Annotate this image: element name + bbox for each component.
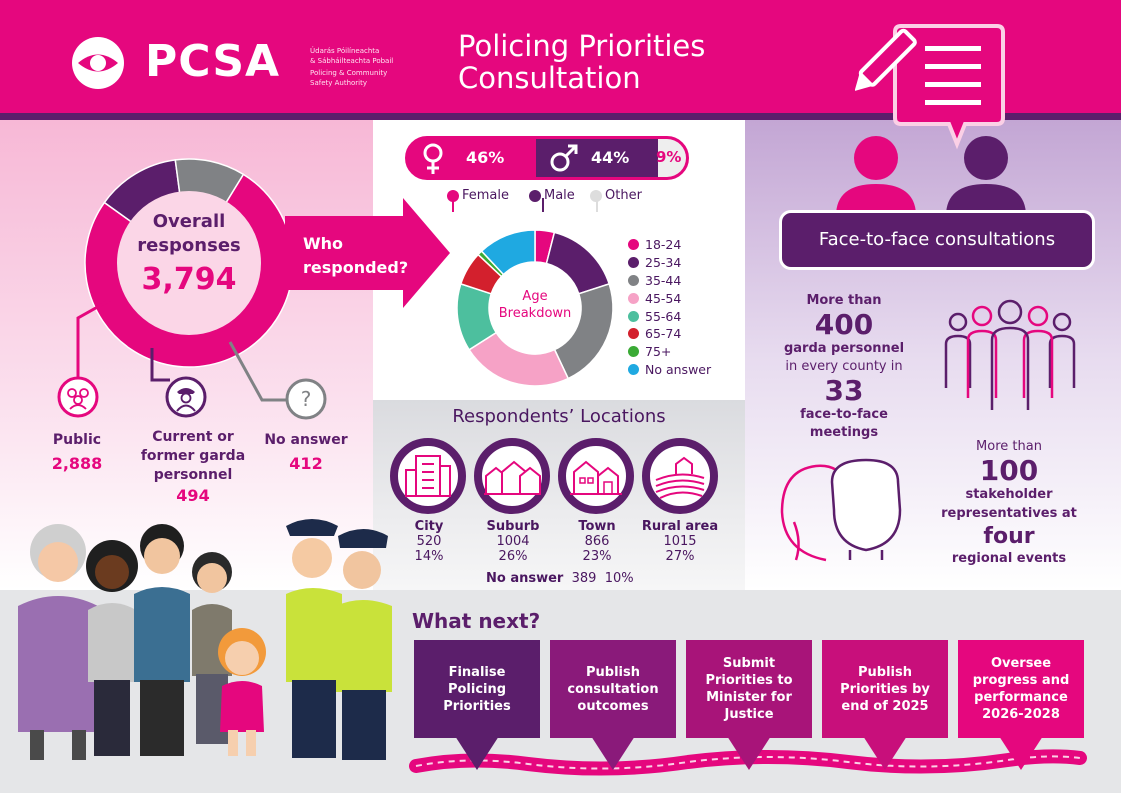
step-pointer bbox=[727, 736, 771, 770]
logo-wordmark: PCSA bbox=[145, 36, 281, 87]
male-legend-dot bbox=[529, 190, 541, 202]
garda-personnel-icon bbox=[165, 376, 207, 418]
age-legend bbox=[628, 236, 711, 378]
age-legend-item: 75+ bbox=[628, 343, 711, 361]
other-percentage: 9% bbox=[656, 148, 682, 166]
garda-personnel-stat: More than 400 garda personnel in every county in 33 face-to-face meetings bbox=[783, 293, 905, 440]
age-legend-item: 35-44 bbox=[628, 272, 711, 290]
step-publish-priorities: Publish Priorities by end of 2025 bbox=[822, 640, 948, 738]
consultation-document-icon bbox=[855, 22, 1015, 150]
group-of-people-icon bbox=[942, 298, 1078, 418]
face-to-face-title: Face-to-face consultations bbox=[779, 210, 1095, 270]
age-legend-item: 65-74 bbox=[628, 325, 711, 343]
other-legend-label: Other bbox=[605, 188, 642, 203]
suburb-stats: Suburb 1004 26% bbox=[486, 519, 540, 564]
female-legend-dot bbox=[447, 190, 459, 202]
female-legend-label: Female bbox=[462, 188, 510, 203]
garda-personnel-value: 494 bbox=[176, 486, 210, 505]
rural-icon bbox=[650, 446, 710, 506]
male-legend-label: Male bbox=[544, 188, 575, 203]
logo-subtitle-english: Policing & Community Safety Authority bbox=[310, 69, 388, 87]
gender-bar bbox=[405, 136, 689, 180]
suburb-icon bbox=[482, 446, 542, 506]
who-responded-label: Who responded? bbox=[303, 234, 409, 277]
step-submit-to-minister: Submit Priorities to Minister for Justice bbox=[686, 640, 812, 738]
age-legend-item: 25-34 bbox=[628, 254, 711, 272]
people-illustration bbox=[8, 512, 408, 768]
two-faces-icon bbox=[776, 452, 916, 562]
step-pointer bbox=[591, 736, 635, 770]
step-pointer bbox=[863, 736, 907, 770]
two-people-icon bbox=[826, 136, 1036, 216]
age-legend-dot bbox=[628, 257, 639, 268]
city-icon bbox=[398, 446, 458, 506]
locations-title: Respondents’ Locations bbox=[452, 406, 666, 427]
garda-personnel-label: Current or former garda personnel bbox=[140, 429, 246, 483]
age-legend-dot bbox=[628, 328, 639, 339]
male-symbol-icon bbox=[548, 142, 580, 174]
no-answer-question-icon bbox=[285, 378, 327, 420]
step-finalise-priorities: Finalise Policing Priorities bbox=[414, 640, 540, 738]
age-legend-dot bbox=[628, 346, 639, 357]
rural-stats: Rural area 1015 27% bbox=[641, 519, 719, 564]
public-label: Public bbox=[52, 432, 102, 448]
overall-responses-total: 3,794 bbox=[141, 262, 237, 297]
public-icon bbox=[57, 376, 99, 418]
public-value: 2,888 bbox=[51, 454, 103, 473]
age-legend-dot bbox=[628, 293, 639, 304]
age-legend-dot bbox=[628, 275, 639, 286]
city-stats: City 520 14% bbox=[414, 519, 444, 564]
step-pointer bbox=[455, 736, 499, 770]
no-answer-value: 412 bbox=[289, 454, 323, 473]
male-percentage: 44% bbox=[591, 148, 630, 167]
age-legend-item: 55-64 bbox=[628, 307, 711, 325]
no-answer-label: No answer bbox=[264, 432, 348, 448]
svg-text:?: ? bbox=[300, 387, 312, 411]
pcsa-logo-icon bbox=[70, 36, 130, 90]
age-legend-dot bbox=[628, 311, 639, 322]
other-legend-dot bbox=[590, 190, 602, 202]
female-symbol-icon bbox=[420, 142, 446, 176]
age-legend-dot bbox=[628, 239, 639, 250]
town-stats: Town 866 23% bbox=[578, 519, 616, 564]
step-oversee-progress: Oversee progress and performance 2026-2028 bbox=[958, 640, 1084, 738]
logo-subtitle-irish: Údarás Póilíneachta & Sábháilteachta Pobail bbox=[310, 47, 394, 65]
age-legend-item: No answer bbox=[628, 361, 711, 379]
overall-responses-label: Overall responses bbox=[137, 211, 241, 256]
age-legend-item: 45-54 bbox=[628, 289, 711, 307]
page-title: Policing Priorities Consultation bbox=[458, 29, 706, 95]
what-next-title: What next? bbox=[412, 609, 541, 633]
age-legend-item: 18-24 bbox=[628, 236, 711, 254]
locations-no-answer: No answer 389 10% bbox=[486, 571, 634, 586]
stakeholder-stat: More than 100 stakeholder representatives at four regional events bbox=[941, 439, 1077, 566]
step-publish-outcomes: Publish consultation outcomes bbox=[550, 640, 676, 738]
step-pointer bbox=[999, 736, 1043, 770]
town-icon bbox=[566, 446, 626, 506]
female-percentage: 46% bbox=[466, 148, 505, 167]
age-breakdown-label: Age Breakdown bbox=[498, 289, 572, 321]
age-legend-dot bbox=[628, 364, 639, 375]
